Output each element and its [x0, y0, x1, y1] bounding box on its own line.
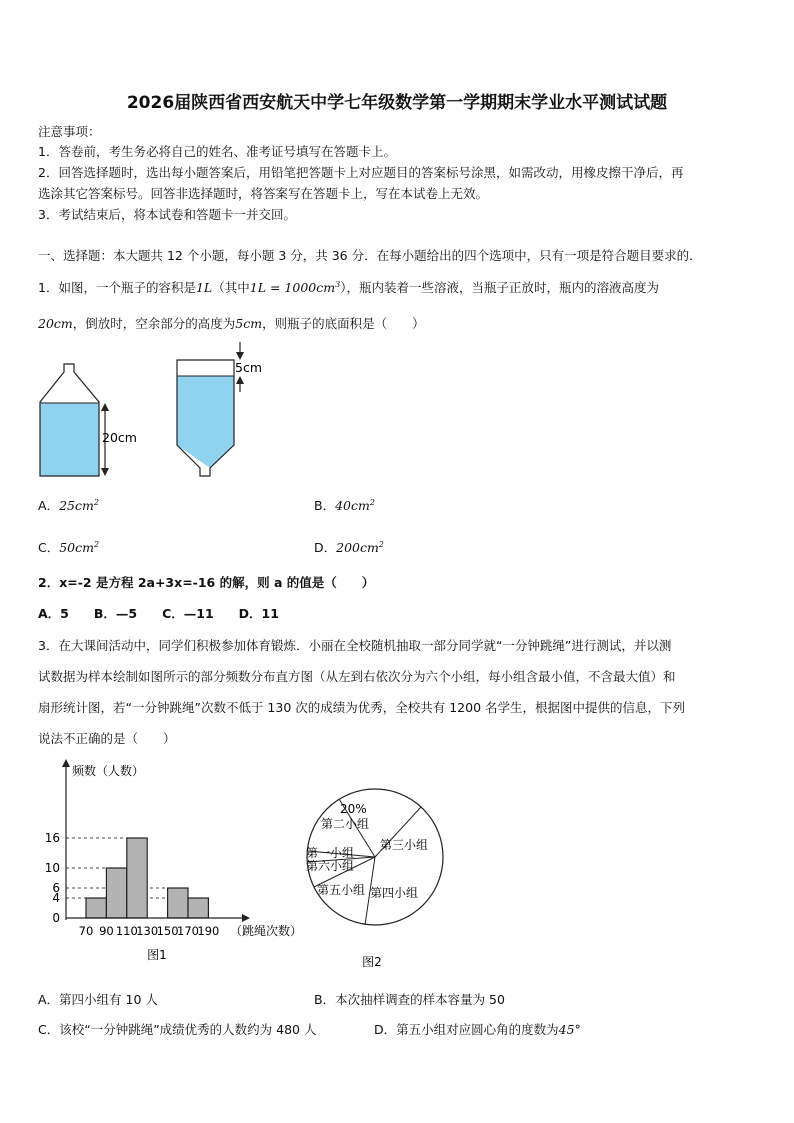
x-tick-label: 170: [177, 924, 199, 938]
q1-text: 1．如图，一个瓶子的容积是: [38, 280, 196, 295]
arrow-head: [101, 468, 109, 476]
q2-options[interactable]: A．5 B．—5 C．—11 D．11: [38, 606, 279, 621]
x-axis-label: （跳绳次数）: [230, 924, 303, 938]
bottle-figure: [30, 338, 290, 483]
option-exp: 2: [378, 539, 384, 549]
q1-text: （其中: [212, 280, 250, 295]
q1-text: ，倒放时，空余部分的高度为: [72, 316, 236, 331]
label-5cm: 5cm: [235, 360, 263, 375]
y-tick-label: 0: [52, 911, 60, 925]
q1-exp: 3: [335, 279, 341, 289]
arrow-head: [236, 376, 244, 384]
option-value: 45°: [558, 1022, 581, 1037]
label-20cm: 20cm: [102, 430, 137, 445]
notice-heading: 注意事项：: [38, 124, 101, 139]
option-text: D．第五小组对应圆心角的度数为: [374, 1022, 559, 1037]
y-tick-label: 6: [52, 881, 60, 895]
option-value: 25cm: [59, 498, 94, 513]
q3-option-c[interactable]: C．该校“一分钟跳绳”成绩优秀的人数约为 480 人: [38, 1022, 317, 1037]
y-tick-label: 4: [52, 891, 60, 905]
notice-item: 2．回答选择题时，选出每小题答案后，用铅笔把答题卡上对应题目的答案标号涂黑，如需改动，用橡皮擦干净后，再: [38, 165, 684, 180]
option-letter: D．: [314, 540, 337, 555]
x-tick-label: 130: [136, 924, 159, 938]
pie-label-g3: 第三小组: [380, 838, 429, 852]
pie-label-percent: 20%: [340, 802, 367, 816]
q3-line: 3．在大课间活动中，同学们积极参加体育锻炼．小丽在全校随机抽取一部分同学就“一分钟跳绳”进行测试，并以测: [38, 638, 672, 653]
q3-line: 说法不正确的是（ ）: [38, 731, 176, 746]
arrow-head: [101, 403, 109, 411]
histogram-bar: [127, 838, 147, 918]
q2-text: 2．x=-2 是方程 2a+3x=-16 的解，则 a 的值是（ ）: [38, 575, 375, 590]
bottle-liquid: [40, 403, 99, 476]
pie-label-g4: 第四小组: [370, 886, 419, 900]
notice-item: 3．考试结束后，将本试卷和答题卡一并交回。: [38, 207, 296, 222]
x-tick-label: 190: [197, 924, 220, 938]
q1-option-a[interactable]: [38, 496, 99, 514]
notice-item: 选涂其它答案标号。回答非选择题时，将答案写在答题卡上，写在本试卷上无效。: [38, 186, 489, 201]
pie-label-g1: 第一小组: [306, 846, 355, 860]
q1-line1: [38, 278, 659, 296]
q3-option-a[interactable]: A．第四小组有 10 人: [38, 992, 158, 1007]
q1-volume: 1L: [195, 280, 213, 295]
pie-label-g2: 第二小组: [321, 817, 370, 831]
arrow-head: [236, 352, 244, 360]
pie-chart: [300, 785, 450, 975]
x-tick-label: 150: [156, 924, 179, 938]
q1-gap: 5cm: [235, 316, 263, 331]
q1-conversion: 1L = 1000cm: [249, 280, 336, 295]
q1-text: ，则瓶子的底面积是（ ）: [262, 316, 425, 331]
q3-line: 扇形统计图，若“一分钟跳绳”次数不低于 130 次的成绩为优秀，全校共有 1200 名学生，根据图中提供的信息，下列: [38, 700, 686, 715]
option-exp: 2: [93, 497, 99, 507]
q1-text: ），瓶内装着一些溶液，当瓶子正放时，瓶内的溶液高度为: [340, 280, 659, 295]
x-axis-arrow: [242, 914, 250, 922]
option-letter: B．: [314, 498, 336, 513]
option-letter: C．: [38, 540, 60, 555]
figure-caption: 图2: [362, 955, 382, 969]
histogram-bar: [188, 898, 208, 918]
option-value: 200cm: [336, 540, 379, 555]
option-value: 50cm: [59, 540, 94, 555]
histogram-bar: [168, 888, 188, 918]
q3-option-b[interactable]: B．本次抽样调查的样本容量为 50: [314, 992, 505, 1007]
histogram-bar: [106, 868, 126, 918]
option-letter: A．: [38, 498, 60, 513]
q1-option-c[interactable]: [38, 538, 99, 556]
histogram-chart: [30, 755, 320, 962]
pie-label-g6: 第六小组: [306, 859, 355, 873]
figure-caption: 图1: [147, 948, 167, 962]
notice-item: 1．答卷前，考生务必将自己的姓名、准考证号填写在答题卡上。: [38, 144, 396, 159]
y-tick-label: 10: [44, 861, 60, 875]
section-heading: 一、选择题：本大题共 12 个小题，每小题 3 分，共 36 分．在每小题给出的四个选项中，只有一项是符合题目要求的．: [38, 248, 702, 263]
y-tick-label: 16: [44, 831, 60, 845]
y-axis-label: 频数（人数）: [72, 764, 145, 778]
option-value: 40cm: [335, 498, 370, 513]
option-exp: 2: [369, 497, 375, 507]
y-axis-arrow: [62, 759, 70, 767]
q1-option-b[interactable]: [314, 496, 375, 514]
q3-line: 试数据为样本绘制如图所示的部分频数分布直方图（从左到右依次分为六个小组，每小组含最小值，不含最大值）和: [38, 669, 676, 684]
histogram-bar: [86, 898, 106, 918]
q1-height: 20cm: [38, 316, 73, 331]
x-tick-label: 110: [115, 924, 138, 938]
q1-line2: [38, 314, 425, 332]
x-tick-label: 70: [78, 924, 94, 938]
q3-option-d[interactable]: [374, 1020, 581, 1038]
page-title: 2026届陕西省西安航天中学七年级数学第一学期期末学业水平测试试题: [126, 93, 668, 113]
option-exp: 2: [94, 539, 100, 549]
x-tick-label: 90: [99, 924, 114, 938]
pie-label-g5: 第五小组: [317, 883, 366, 897]
q1-option-d[interactable]: [314, 538, 384, 556]
